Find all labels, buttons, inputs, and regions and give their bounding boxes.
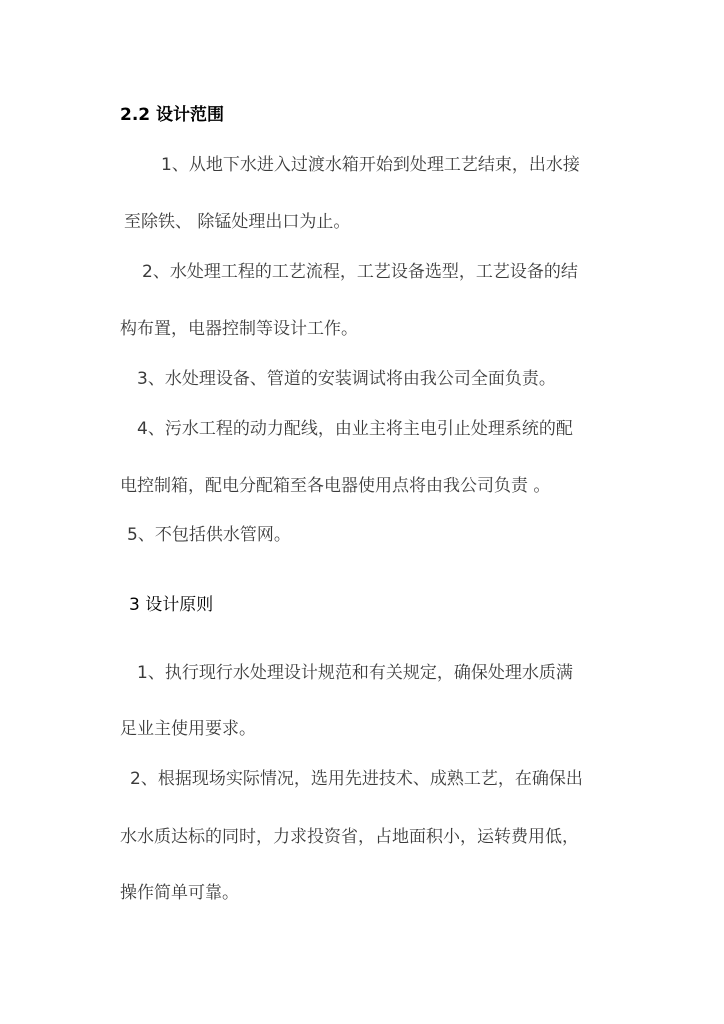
- paragraph-line: 构布置，电器控制等设计工作。: [120, 319, 358, 339]
- paragraph-line: 2、根据现场实际情况，选用先进技术、成熟工艺，在确保出: [130, 769, 583, 789]
- paragraph-line: 1、从地下水进入过渡水箱开始到处理工艺结束，出水接: [161, 155, 580, 175]
- section-heading-design-scope: 2.2 设计范围: [120, 105, 225, 125]
- paragraph-line: 5、不包括供水管网。: [127, 525, 291, 545]
- paragraph-line: 至除铁、 除锰处理出口为止。: [124, 212, 351, 232]
- paragraph-line: 足业主使用要求。: [120, 719, 256, 739]
- paragraph-line: 1、执行现行水处理设计规范和有关规定，确保处理水质满: [137, 663, 573, 683]
- section-heading-design-principles: 3 设计原则: [129, 595, 214, 615]
- paragraph-line: 2、水处理工程的工艺流程，工艺设备选型，工艺设备的结: [142, 262, 578, 282]
- paragraph-line: 水水质达标的同时，力求投资省，占地面积小，运转费用低，: [120, 827, 579, 847]
- paragraph-line: 电控制箱，配电分配箱至各电器使用点将由我公司负责 。: [120, 476, 551, 496]
- paragraph-line: 操作简单可靠。: [120, 883, 239, 903]
- paragraph-line: 4、污水工程的动力配线，由业主将主电引止处理系统的配: [137, 419, 573, 439]
- paragraph-line: 3、水处理设备、管道的安装调试将由我公司全面负责。: [137, 369, 556, 389]
